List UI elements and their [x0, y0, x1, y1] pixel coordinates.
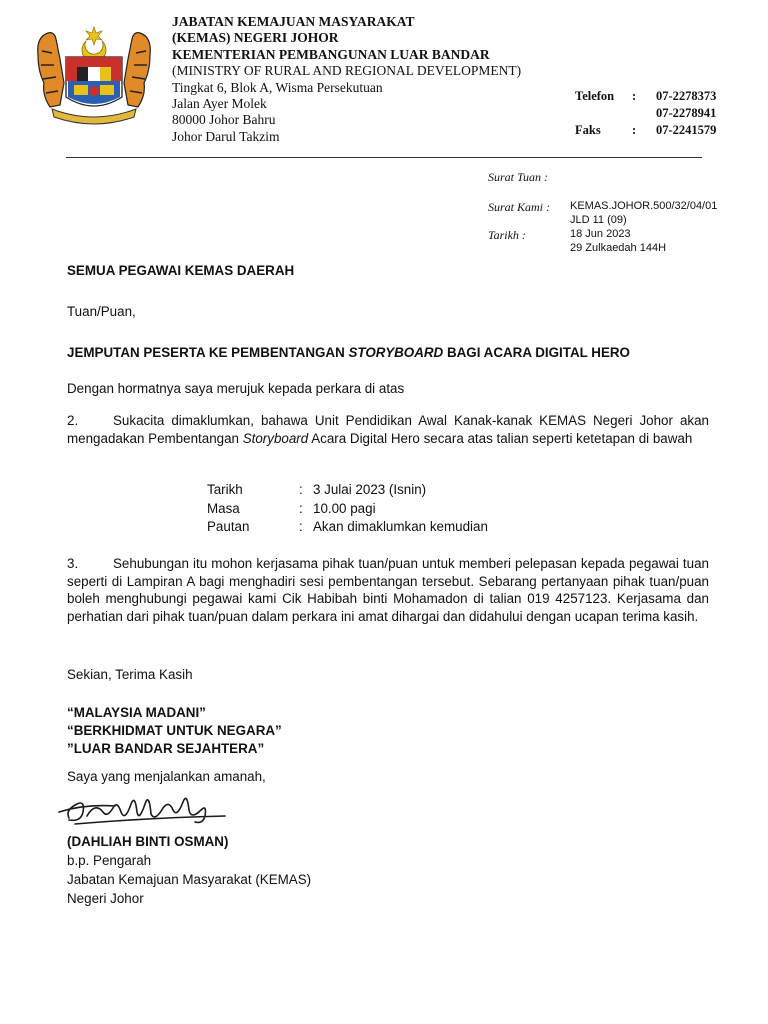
address-line: 80000 Johor Bahru	[172, 112, 276, 128]
telefon-label: Telefon	[575, 89, 615, 103]
opening-line: Dengan hormatnya saya merujuk kepada perkara di atas	[67, 381, 405, 396]
motto: “BERKHIDMAT UNTUK NEGARA”	[67, 723, 282, 738]
paragraph-3: 3. Sehubungan itu mohon kerjasama pihak tuan/puan untuk memberi pelepasan kepada pegawai tuan seperti di Lampiran A bagi menghadiri sesi pembentangan tersebut. Sebarang pertanyaan pihak tuan/puan boleh menghubungi pegawai kami Cik Habibah binti Mohamadon di talian 019 4257123. Kerjasama dan perhatian dari pihak tuan/puan dalam perkara ini amat dihargai dan didahului dengan ucapan terima kasih.	[67, 556, 709, 624]
telefon-number: 07-2278941	[656, 106, 717, 120]
signer-name: (DAHLIAH BINTI OSMAN)	[67, 834, 229, 849]
closing: Sekian, Terima Kasih	[67, 667, 193, 682]
signer-state: Negeri Johor	[67, 891, 144, 906]
tarikh-hijri-value: 29 Zulkaedah 144H	[570, 241, 667, 254]
faks-number: 07-2241579	[656, 123, 717, 137]
handwritten-signature	[55, 782, 245, 832]
detail-row: Masa : 10.00 pagi	[207, 500, 376, 516]
recipient: SEMUA PEGAWAI KEMAS DAERAH	[67, 263, 295, 278]
address-line: Jalan Ayer Molek	[172, 96, 267, 112]
detail-row: Pautan : Akan dimaklumkan kemudian	[207, 519, 488, 534]
surat-kami-label: Surat Kami :	[488, 200, 551, 214]
motto: ”LUAR BANDAR SEJAHTERA”	[67, 741, 265, 756]
department-abbr: (KEMAS) NEGERI JOHOR	[172, 30, 339, 46]
motto: “MALAYSIA MADANI”	[67, 705, 206, 720]
colon: :	[632, 89, 637, 103]
coat-of-arms-logo	[30, 25, 158, 125]
ministry-name: KEMENTERIAN PEMBANGUNAN LUAR BANDAR	[172, 46, 490, 62]
detail-row: Tarikh : 3 Julai 2023 (Isnin)	[207, 482, 427, 497]
tarikh-label: Tarikh :	[488, 228, 526, 242]
paragraph-2: 2. Sukacita dimaklumkan, bahawa Unit Pendidikan Awal Kanak-kanak KEMAS Negeri Johor akan mengadakan Pembentangan Storyboard Acara Digital Hero secara atas talian seperti ketetapan di bawah	[67, 413, 709, 446]
sign-off: Saya yang menjalankan amanah,	[67, 769, 266, 784]
department-name: JABATAN KEMAJUAN MASYARAKAT	[172, 14, 415, 29]
surat-kami-value: KEMAS.JOHOR.500/32/04/01	[570, 200, 718, 212]
surat-tuan-label: Surat Tuan :	[488, 170, 549, 184]
tarikh-value: 18 Jun 2023	[570, 228, 631, 240]
header-divider	[66, 157, 702, 158]
colon: :	[632, 123, 637, 137]
address-line: Tingkat 6, Blok A, Wisma Persekutuan	[172, 79, 383, 95]
surat-kami-value-2: JLD 11 (09)	[570, 213, 627, 226]
letterhead	[172, 14, 572, 145]
signer-role: b.p. Pengarah	[67, 853, 152, 868]
salutation: Tuan/Puan,	[67, 304, 136, 319]
telefon-number: 07-2278373	[656, 89, 717, 103]
address-line: Johor Darul Takzim	[172, 128, 280, 144]
subject-line: JEMPUTAN PESERTA KE PEMBENTANGAN STORYBOARD BAGI ACARA DIGITAL HERO	[67, 345, 630, 360]
contact-block	[575, 88, 735, 139]
faks-label: Faks	[575, 123, 601, 137]
ministry-english-name: (MINISTRY OF RURAL AND REGIONAL DEVELOPMENT)	[172, 63, 522, 79]
signer-department: Jabatan Kemajuan Masyarakat (KEMAS)	[67, 872, 312, 887]
event-details	[207, 481, 627, 537]
